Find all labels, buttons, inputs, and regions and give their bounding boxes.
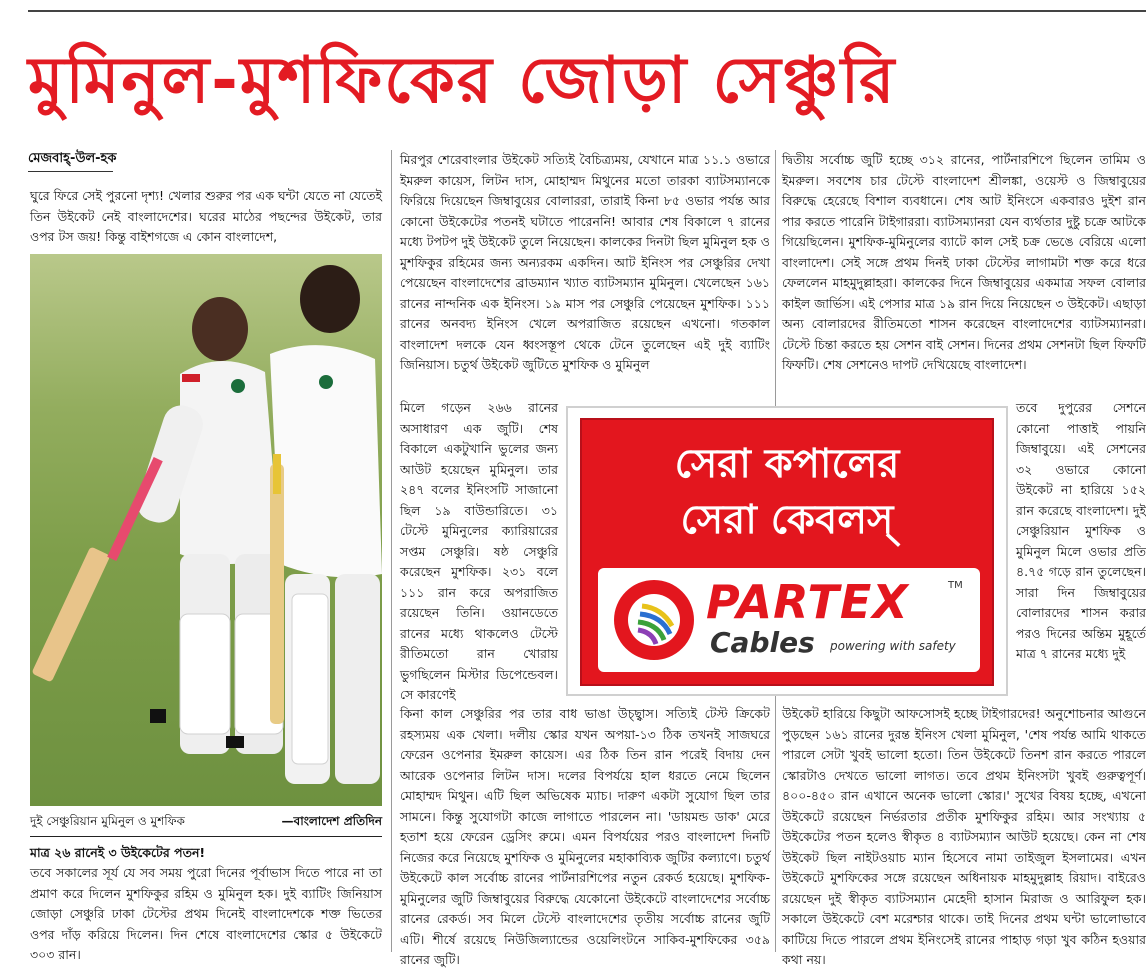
players-illustration	[30, 254, 382, 806]
ad-brand-name: PARTEX	[706, 575, 909, 629]
column-3-bottom	[782, 704, 1146, 971]
caption-text: দুই সেঞ্চুরিয়ান মুমিনুল ও মুশফিক	[30, 814, 185, 828]
paragraph: মিলে গড়েন ২৬৬ রানের অসাধারণ এক জুটি। শেষ বিকালে একটুখানি ভুলের জন্য আউট হয়েছেন মুমিনুল। তার ২৪৭ বলের ইনিংসটি সাজানো ছিল ১৯ বাউন্ডারিতে। ৩১ টেস্টে মুমিনুলের ক্যারিয়ারের সপ্তম সেঞ্চুরি। ষষ্ঠ সেঞ্চুরি করেছেন মুশফিক। ২৩১ বলে ১১১ রান করে অপরাজিত রয়েছেন তিনি। ওয়ানডেতে রানের মধ্যে থাকলেও টেস্টে রীতিমতো রান খোরায় ভুগছিলেন মিস্টার ডিপেন্ডেবল। সে কারণেই	[400, 400, 558, 702]
ad-brand-sub: Cables	[710, 626, 815, 659]
paragraph: তবে সকালের সূর্য যে সব সময় পুরো দিনের পূর্বাভাস দিতে পারে না তা প্রমাণ করে দিলেন মুশফিকুর রহিম ও মুমিনুল হক। দুই ব্যাটিং জিনিয়াস জোড়া সেঞ্চুরি ঢাকা টেস্টের প্রথম দিনেই বাংলাদেশকে শক্ত ভিতের ওপর দাঁড় করিয়ে দিলেন। দিন শেষে বাংলাদেশের স্কোর ৫ উইকেটে ৩০৩ রান।	[30, 865, 382, 962]
column-2-bottom	[400, 704, 770, 971]
ad-slogan-line-2: সেরা কেবলস্	[680, 497, 894, 543]
cricket-photo	[30, 254, 382, 806]
paragraph: মিরপুর শেরেবাংলার উইকেট সত্যিই বৈচিত্র্যময়, যেখানে মাত্র ১১.১ ওভারে ইমরুল কায়েস, লিটন দাস, মোহাম্মদ মিথুনের মতো তারকা ব্যাটসম্যানকে ফিরিয়ে দিয়েছেন জিম্বাবুয়ের বোলাররা, তারাই কিনা ৮৫ ওভার পর্যন্ত আর কোনো উইকেটের পতনই ঘটাতে পারেননি! আবার শেষ বিকালে ৭ রানের মধ্যে টপটপ দুই উইকেট তুলে নিয়েছেন। কালকের দিনটা ছিল মুমিনুল হক ও মুশফিকুর রহিমের জন্য অন্যরকম একদিন। আট ইনিংস পর সেঞ্চুরির দেখা পেয়েছেন বাংলাদেশের ব্রাডম্যান খ্যাত ব্যাটসম্যান মুমিনুল। খেলেছেন ১৬১ রানের নান্দনিক এক ইনিংস। ১৯ মাস পর সেঞ্চুরি পেয়েছেন মুশফিক। ১১১ রানের অনবদ্য ইনিংস খেলে অপরাজিত রয়েছেন এখনো। গতকাল বাংলাদেশ দলকে যেন ধ্বংসস্তূপ থেকে টেনে তুলেছেন এই দুই ব্যাটিং জিনিয়াস। চতুর্থ উইকেট জুটিতে মুশফিক ও মুমিনুল	[400, 152, 770, 372]
column-2-top	[400, 150, 770, 376]
paragraph: তবে দুপুরের সেশনে কোনো পাত্তাই পায়নি জিম্বাবুয়ে। এই সেশনের ৩২ ওভারে কোনো উইকেট না হারিয়ে ১৫২ রান করেছে বাংলাদেশ। দুই সেঞ্চুরিয়ান মুশফিক ও মুমিনুল মিলে ওভার প্রতি ৪.৭৫ গড়ে রান তুলেছেন। সারা দিন জিম্বাবুয়ের বোলারদের শাসন করার পরও দিনের অন্তিম মুহূর্তে মাত্র ৭ রানের মধ্যে দুই	[1016, 400, 1146, 661]
paragraph: দ্বিতীয় সর্বোচ্চ জুটি হচ্ছে ৩১২ রানের, পার্টনারশিপে ছিলেন তামিম ও ইমরুল। সবশেষ চার টেস্টে বাংলাদেশ শ্রীলঙ্কা, ওয়েস্ট ও জিম্বাবুয়ের বিরুদ্ধে হেরেছে বিশাল ব্যবধানে। শেষ আট ইনিংসে একবারও দুইশ রান পার করতে পারেনি টাইগাররা। ব্যাটসম্যানরা যেন ব্যর্থতার দুষ্টু চক্রে আটকে গিয়েছিলেন। মুশফিক-মুমিনুলের ব্যাটে কাল সেই চক্র ভেঙে বেরিয়ে এলো বাংলাদেশ। সেই সঙ্গে প্রথম দিনই ঢাকা টেস্টের লাগামটা শক্ত করে ধরে ফেললেন মাহমুদুল্লাহরা। কালকের দিনে জিম্বাবুয়ের একমাত্র সফল বোলার কাইল জার্ভিস। এই পেসার মাত্র ১৯ রান দিয়ে নিয়েছেন ৩ উইকেট। এছাড়া অন্য বোলারদের রীতিমতো শাসন করেছেন বাংলাদেশের ব্যাটসম্যানরা। টেস্টে চিন্তা করতে হয় সেশন বাই সেশন। দিনের প্রথম সেশনটা ছিল ফিফটি ফিফটি। শেষ সেশনেও দাপট দেখিয়েছে বাংলাদেশ।	[782, 152, 1146, 372]
ad-trademark: TM	[948, 580, 963, 591]
ad-red-panel	[580, 418, 994, 686]
column-1-lower	[30, 863, 382, 966]
paragraph: কিনা কাল সেঞ্চুরির পর তার বাধ ভাঙা উচ্ছ্বাস। সত্যিই টেস্ট ক্রিকেট রহস্যময় এক খেলা। দলীয় স্কোর যখন অপয়া-১৩ ঠিক তখনই সাজঘরে ফেরেন ওপেনার ইমরুল কায়েস। এর ঠিক তিন রান পরেই বিদায় দেন আরেক ওপেনার লিটন দাস। দলের বিপর্যয়ে হাল ধরতে নেমে ছিলেন মোহাম্মদ মিথুন। এটি ছিল অভিষেক ম্যাচ। দারুণ একটা সুযোগ ছিল তার সামনে। কিন্তু সুযোগটা কাজে লাগাতে পারলেন না। 'ডায়মন্ড ডাক' মেরে হতাশ হয়ে ফেরেন ড্রেসিং রুমে। এমন বিপর্যয়ের পরও বাংলাদেশ দিনটি নিজের করে নিয়েছে মুশফিক ও মুমিনুলের মহাকাব্যিক জুটির কল্যাণে। চতুর্থ উইকেটে কাল সর্বোচ্চ রানের পার্টনারশিপের নতুন রেকর্ড হয়েছে। মুশফিক-মুমিনুলের জুটি জিম্বাবুয়ের বিরুদ্ধে যেকোনো উইকেটে বাংলাদেশের সর্বোচ্চ রানের রেকর্ড। সব মিলে টেস্টে বাংলাদেশের তৃতীয় সর্বোচ্চ রানের জুটি এটি। শীর্ষে রয়েছে নিউজিল্যান্ডের ওয়েলিংটনে সাকিব-মুশফিকের ৩৫৯ রানের জুটি।	[400, 706, 770, 967]
ad-slogan-line-1: সেরা কপালের	[674, 441, 900, 487]
paragraph: ঘুরে ফিরে সেই পুরনো দৃশ্য! খেলার শুরুর পর এক ঘন্টা যেতে না যেতেই তিন উইকেট নেই বাংলাদেশের। ঘরের মাঠের পছন্দের উইকেট, তার ওপর টস জয়! কিন্তু বাইশগজে এ কোন বাংলাদেশ,	[30, 188, 382, 244]
photo-credit: —বাংলাদেশ প্রতিদিন	[281, 814, 382, 828]
paragraph: উইকেট হারিয়ে কিছুটা আফসোসই হচ্ছে টাইগারদের! অনুশোচনার আগুনে পুড়ছেন ১৬১ রানের দুরন্ত ইনিংস খেলা মুমিনুল, 'শেষ পর্যন্ত আমি থাকতে পারলে সেটা খুবই ভালো হতো। তিন উইকেটে তিনশ রান করতে পারলে স্কোরটাও দেখতে ভালো লাগত। তবে প্রথম ইনিংসটা খুবই গুরুত্বপূর্ণ। ৪০০-৪৫০ রান এখানে অনেক ভালো স্কোর।' সুখের বিষয় হচ্ছে, এখনো উইকেটে রয়েছেন নির্ভরতার প্রতীক মুশফিকুর রহিম। আর সংখ্যায় ৫ উইকেটের পতন হলেও স্বীকৃত ৪ ব্যাটসম্যান আউট হয়েছে। কেন না শেষ উইকেট ছিল নাইটওয়াচ ম্যান হিসেবে নামা তাইজুল ইসলামের। এখন উইকেটে মুশফিকের সঙ্গে রয়েছেন অধিনায়ক মাহমুদুল্লাহ রিয়াদ। বাইরেও রয়েছেন দুই স্বীকৃত ব্যাটসম্যান মেহেদী হাসান মিরাজ ও আরিফুল হক। সকালে উইকেটে বেশ মরেশ্চার থাকে। তাই দিনের প্রথম ঘন্টা ভালোভাবে কাটিয়ে দিতে পারলে প্রথম ইনিংসেই রানের পাহাড় গড়া খুব কঠিন হওয়ার কথা নয়।	[782, 706, 1146, 967]
headline: মুমিনুল-মুশফিকের জোড়া সেঞ্চুরি	[28, 44, 897, 118]
column-1-intro	[30, 186, 382, 248]
column-divider	[391, 150, 392, 952]
column-3-top	[782, 150, 1146, 376]
ad-brand-box	[598, 568, 980, 672]
byline: মেজবাহ্-উল-হক	[28, 151, 117, 166]
byline-underline	[28, 171, 113, 172]
caption-rule	[30, 836, 382, 837]
subheading: মাত্র ২৬ রানেই ৩ উইকেটের পতন!	[30, 845, 206, 860]
partex-logo-icon	[612, 578, 696, 662]
photo-caption	[30, 811, 382, 833]
column-2-wrap-left	[400, 398, 558, 706]
column-3-wrap-right	[1016, 398, 1146, 665]
ad-tagline: powering with safety	[830, 639, 956, 653]
partex-cables-ad[interactable]	[566, 406, 1008, 696]
top-rule	[28, 10, 1146, 12]
